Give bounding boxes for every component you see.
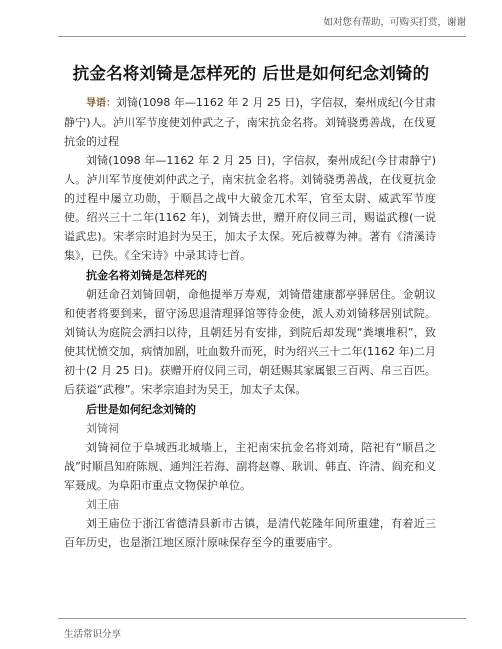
- death-paragraph: 朝廷命召刘锜回朝，命他提举万寿观，刘锜借建康都亭驿居住。金朝议和使者将要到来，留守汤思退清理驿馆等待金使，派人劝刘锜移居别试院。刘锜认为庭院会洒扫以待，且朝廷另有安排，到院后却发现“粪壤堆积”，致使其忧愤交加，病情加剧，吐血数升而死，时为绍兴三十二年(1162 年)二月初十(2 月 25 日)。获赠开府仪同三司，朝廷赐其家属银三百两、帛三百匹。后获谥“武穆”。宋孝宗追封为吴王，加太子太保。: [64, 288, 436, 396]
- header-note: 如对您有帮助，可购买打赏，谢谢: [323, 17, 466, 28]
- shrine-subheading: 刘锜祠: [86, 422, 119, 435]
- footer-divider: [58, 618, 466, 619]
- memorial-section-heading: 后世是如何纪念刘锜的: [86, 403, 196, 416]
- header-divider: [58, 36, 466, 37]
- intro-text: 刘锜(1098 年—1162 年 2 月 25 日)，字信叔，秦州成纪(今甘肃静宁)人。泸川军节度使刘仲武之子，南宋抗金名将。刘锜骁勇善战，在伐夏抗金的过程: [64, 96, 437, 148]
- temple-paragraph: 刘王庙位于浙江省德清县新市古镇，是清代乾隆年间所重建，有着近三百年历史，也是浙江地区原汁原味保存至今的重要庙宇。: [64, 517, 436, 549]
- bio-paragraph: 刘锜(1098 年—1162 年 2 月 25 日)，字信叔，秦州成纪(今甘肃静宁)人。泸川军节度使刘仲武之子，南宋抗金名将。刘锜骁勇善战，在伐夏抗金的过程中屡立功勋，于顺昌之战中大破金兀术军，官至太尉、威武军节度使。绍兴三十二年(1162 年)，刘锜去世，赠开府仪同三司，赐谥武穆(一说谥武忠)。宋孝宗时追封为吴王，加太子太保。死后被尊为神。著有《清溪诗集》，已佚。《全宋诗》中录其诗七首。: [64, 154, 436, 262]
- death-section-heading: 抗金名将刘锜是怎样死的: [86, 269, 207, 282]
- article-body: [64, 93, 436, 552]
- intro-label: 导语：: [86, 98, 117, 109]
- temple-subheading: 刘王庙: [86, 498, 119, 511]
- page-title: 抗金名将刘锜是怎样死的 后世是如何纪念刘锜的: [72, 64, 430, 83]
- intro-paragraph: [64, 93, 436, 151]
- footer-note: 生活常识分享: [64, 629, 122, 640]
- shrine-paragraph: 刘锜祠位于阜城西北城墙上，主祀南宋抗金名将刘琦，陪祀有“顺昌之战”时顺昌知府陈规、通判汪若海、副将赵尊、耿训、韩直、许清、阎充和义军聂成。为阜阳市重点文物保护单位。: [64, 441, 436, 492]
